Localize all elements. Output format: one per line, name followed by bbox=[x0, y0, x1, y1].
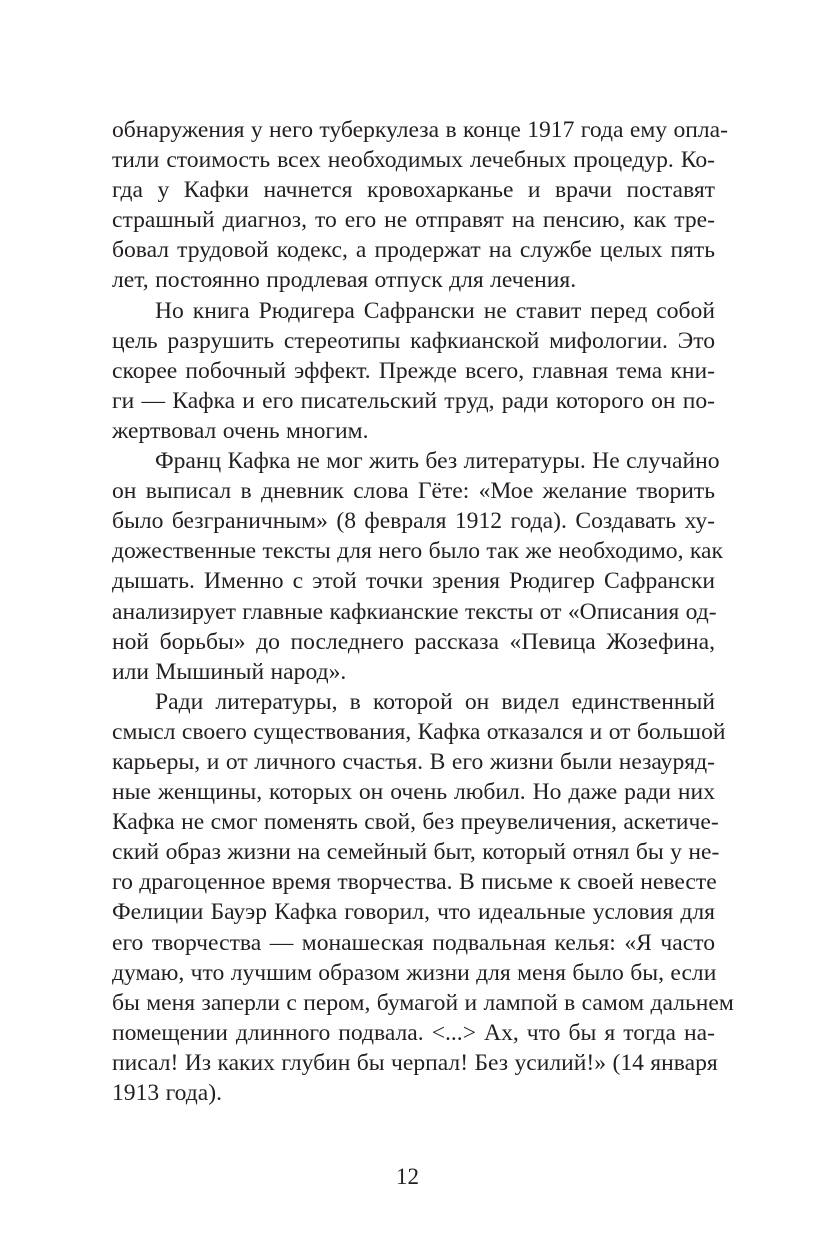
text-line: дожественные тексты для него было так же необходимо, как bbox=[112, 538, 723, 565]
text-line: было безграничным» (8 февраля 1912 года). Создавать ху- bbox=[112, 508, 715, 535]
paragraph-first-line: Но книга Рюдигера Сафрански не ставит перед собой bbox=[155, 297, 715, 324]
paragraph-first-line: Ради литературы, в которой он видел единственный bbox=[155, 688, 715, 715]
text-line: помещении длинного подвала. <...> Ах, что бы я тогда на- bbox=[112, 1019, 715, 1046]
text-line: думаю, что лучшим образом жизни для меня было бы, если bbox=[112, 959, 717, 986]
text-line: бовал трудовой кодекс, а продержат на службе целых пять bbox=[112, 237, 715, 264]
text-line: ги — Кафка и его писательский труд, ради которого он по- bbox=[112, 387, 715, 414]
text-line: ной борьбы» до последнего рассказа «Певица Жозефина, bbox=[112, 628, 715, 655]
text-line: страшный диагноз, то его не отправят на пенсию, как тре- bbox=[112, 207, 715, 234]
text-line: жертвовал очень многим. bbox=[112, 417, 369, 444]
text-line: он выписал в дневник слова Гёте: «Мое желание творить bbox=[112, 478, 715, 505]
text-line: лет, постоянно продлевая отпуск для лечения. bbox=[112, 267, 577, 294]
text-line: писал! Из каких глубин бы черпал! Без усилий!» (14 января bbox=[112, 1049, 718, 1076]
text-line: Фелиции Бауэр Кафка говорил, что идеальные условия для bbox=[112, 899, 715, 926]
text-line: или Мышиный народ». bbox=[112, 658, 347, 685]
text-line: Кафка не смог поменять свой, без преувеличения, аскетиче- bbox=[112, 809, 719, 836]
body-text bbox=[112, 115, 734, 1108]
text-line: гда у Кафки начнется кровохарканье и врачи поставят bbox=[112, 177, 715, 204]
page-number: 12 bbox=[396, 1164, 419, 1189]
paragraph-first-line: Франц Кафка не мог жить без литературы. Не случайно bbox=[155, 448, 720, 475]
text-line: обнаружения у него туберкулеза в конце 1917 года ему опла- bbox=[112, 117, 728, 143]
text-line: 1913 года). bbox=[112, 1080, 223, 1106]
text-line: его творчества — монашеская подвальная келья: «Я часто bbox=[112, 929, 715, 956]
text-line: смысл своего существования, Кафка отказался и от большой bbox=[112, 718, 726, 745]
text-line: ский образ жизни на семейный быт, который отнял бы у не- bbox=[112, 839, 720, 866]
text-line: цель разрушить стереотипы кафкианской мифологии. Это bbox=[112, 327, 715, 354]
text-line: анализирует главные кафкианские тексты от «Описания од- bbox=[112, 598, 717, 625]
text-line: бы меня заперли с пером, бумагой и лампой в самом дальнем bbox=[112, 989, 734, 1016]
text-line: карьеры, и от личного счастья. В его жизни были незауряд- bbox=[112, 748, 715, 775]
text-line: го драгоценное время творчества. В письме к своей невесте bbox=[112, 869, 717, 896]
text-line: ные женщины, которых он очень любил. Но даже ради них bbox=[112, 779, 715, 806]
text-line: скорее побочный эффект. Прежде всего, главная тема кни- bbox=[112, 357, 715, 384]
text-line: тили стоимость всех необходимых лечебных процедур. Ко- bbox=[112, 147, 715, 174]
text-line: дышать. Именно с этой точки зрения Рюдигер Сафрански bbox=[112, 568, 715, 595]
